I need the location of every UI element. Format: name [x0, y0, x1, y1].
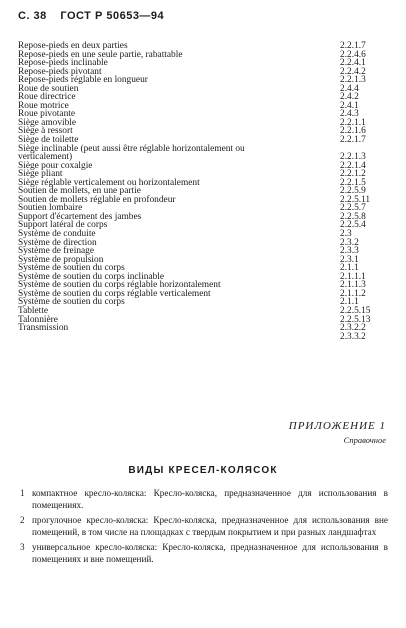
index-row [18, 119, 388, 128]
standard-code: ГОСТ Р 50653—94 [60, 10, 165, 22]
index-term: Repose-pieds pivotant [18, 66, 102, 77]
index-term: Système de soutien du corps inclinable [18, 271, 165, 282]
index-term: Système de freinage [18, 246, 95, 257]
index-term: Système de soutien du corps réglable verticalement [18, 288, 211, 299]
index-code: 2.2.1.3 [340, 75, 366, 86]
index-term: Siège pour coxalgie [18, 160, 93, 171]
index-term: Support d'écartement des jambes [18, 211, 142, 222]
index-term: Système de soutien du corps réglable horizontalement [18, 280, 221, 291]
index-code: 2.2.1.7 [340, 41, 366, 51]
page-number: С. 38 [18, 10, 47, 22]
index-term: Soutien de mollets réglable en profondeur [18, 194, 176, 205]
index-code: 2.2.1.5 [340, 177, 366, 188]
section-title: ВИДЫ КРЕСЕЛ-КОЛЯСОК [128, 465, 278, 476]
index-code: 2.1.1 [340, 297, 359, 308]
index-code: 2.3.2 [340, 237, 359, 248]
index-code: 2.2.1.2 [340, 169, 366, 180]
definition-text: компактное кресло-коляска: Кресло-коляска, предназначенное для использования в помещениях. [32, 488, 388, 510]
index-term: Roue de soutien [18, 83, 79, 94]
definition-number: 3 [20, 542, 25, 552]
definition-text: прогулочное кресло-коляска: Кресло-коляска, предназначенное для использования вне помещений, в том числе на площадках с твердым покрытием и при разных ландшафтах [32, 515, 388, 537]
index-code: 2.3 [340, 229, 352, 240]
index-term: Roue directrice [18, 92, 76, 103]
index-term: Système de direction [18, 237, 97, 248]
index-code: 2.4.3 [340, 109, 359, 120]
index-row [18, 324, 388, 333]
index-term: Repose-pieds en deux parties [18, 41, 128, 51]
index-code: 2.2.1.3 [340, 152, 366, 163]
index-code: 2.2.4.1 [340, 58, 366, 69]
index-term: Siège à ressort [18, 126, 73, 137]
index-row [18, 162, 388, 171]
index-term: Système de propulsion [18, 254, 104, 265]
page-header [18, 10, 174, 22]
index-row [18, 307, 388, 316]
index-code: 2.2.1.1 [340, 117, 366, 128]
index-term: Siège pliant [18, 169, 63, 180]
index-code: 2.4.2 [340, 92, 359, 103]
index-code: 2.2.5.4 [340, 220, 366, 231]
index-term: Repose-pieds inclinable [18, 58, 108, 69]
index-code: 2.4.1 [340, 100, 359, 111]
term-index [18, 42, 388, 341]
definition-number: 2 [20, 515, 25, 525]
definitions-list [20, 488, 388, 569]
index-term: Soutien lombaire [18, 203, 83, 214]
index-row [18, 298, 388, 307]
definition-item [20, 542, 388, 565]
appendix-heading [289, 420, 386, 445]
definition-item [20, 488, 388, 511]
index-term: Repose-pieds en une seule partie, rabattable [18, 49, 183, 60]
index-row [18, 316, 388, 325]
index-term: Système de soutien du corps [18, 263, 125, 274]
index-code: 2.3.1 [340, 254, 359, 265]
index-term: Repose-pieds réglable en longueur [18, 75, 148, 86]
definition-number: 1 [20, 488, 25, 498]
index-code: 2.4.4 [340, 83, 359, 94]
index-code: 2.1.1.3 [340, 280, 366, 291]
index-code: 2.1.1 [340, 263, 359, 274]
index-term: Transmission [18, 323, 69, 334]
index-code: 2.2.5.13 [340, 314, 371, 325]
index-code: 2.2.1.6 [340, 126, 366, 137]
index-code: 2.3.3.2 [340, 331, 366, 342]
index-term: verticalement) [18, 152, 73, 163]
index-code: 2.1.1.1 [340, 271, 366, 282]
index-term: Roue pivotante [18, 109, 76, 120]
appendix-title: ПРИЛОЖЕНИЕ 1 [288, 420, 386, 432]
index-code: 2.2.5.8 [340, 211, 366, 222]
index-term: Système de soutien du corps [18, 297, 125, 308]
definition-item [20, 515, 388, 538]
index-code: 2.3.3 [340, 246, 359, 257]
index-code: 2.2.5.9 [340, 186, 366, 197]
index-row [18, 333, 388, 342]
index-term: Support latéral de corps [18, 220, 108, 231]
index-code: 2.2.5.15 [340, 305, 371, 316]
index-code: 2.2.4.2 [340, 66, 366, 77]
index-term: Siège amovible [18, 117, 77, 128]
index-term: Système de conduite [18, 229, 96, 240]
definition-text: универсальное кресло-коляска: Кресло-коляска, предназначенное для использования в помещениях и вне помещений. [32, 542, 388, 564]
index-code: 2.2.5.11 [340, 194, 371, 205]
index-term: Soutien de mollets, en une partie [18, 186, 141, 197]
index-term: Siège réglable verticalement ou horizontalement [18, 177, 200, 188]
index-row [18, 145, 388, 154]
index-row [18, 93, 388, 102]
index-code: 2.2.5.7 [340, 203, 366, 214]
index-code: 2.2.1.7 [340, 135, 366, 146]
index-term: Tablette [18, 305, 49, 316]
appendix-note: Справочное [343, 435, 386, 445]
index-code: 2.1.1.2 [340, 288, 366, 299]
index-term: Siège de toilette [18, 135, 79, 146]
index-term: Talonnière [18, 314, 58, 325]
index-code: 2.3.2.2 [340, 323, 366, 334]
index-code: 2.2.4.6 [340, 49, 366, 60]
index-code: 2.2.1.4 [340, 160, 366, 171]
index-term: Siège inclinable (peut aussi être réglable horizontalement ou [18, 143, 245, 154]
index-term: Roue motrice [18, 100, 69, 111]
